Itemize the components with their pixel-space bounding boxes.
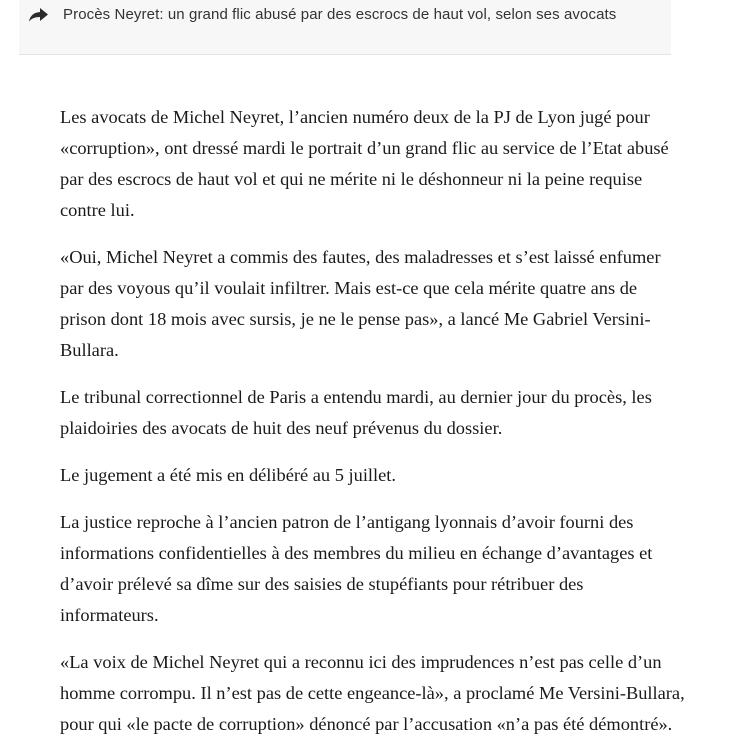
article-paragraph: Le tribunal correctionnel de Paris a entendu mardi, au dernier jour du procès, les plaidoiries des avocats de huit des neuf prévenus du dossier.: [60, 387, 652, 438]
article-paragraph: «Oui, Michel Neyret a commis des fautes, des maladresses et s’est laissé enfumer par des voyous qu’il voulait infiltrer. Mais est-ce que cela mérite quatre ans de prison dont 18 mois avec sursis, je ne le pense pas», a lancé Me Gabriel Versini-Bullara.: [60, 247, 661, 360]
article-body: [60, 102, 685, 756]
headline[interactable]: Procès Neyret: un grand flic abusé par des escrocs de haut vol, selon ses avocats: [63, 6, 617, 23]
article-paragraph: Le jugement a été mis en délibéré au 5 juillet.: [60, 465, 397, 485]
article-paragraph: Les avocats de Michel Neyret, l’ancien numéro deux de la PJ de Lyon jugé pour «corruption», ont dressé mardi le portrait d’un grand flic au service de l’Etat abusé par des escrocs de haut vol et qui ne mérite ni le déshonneur ni la peine requise contre lui.: [60, 107, 669, 220]
article-paragraph: La justice reproche à l’ancien patron de l’antigang lyonnais d’avoir fourni des informations confidentielles à des membres du milieu en échange d’avantages et d’avoir prélevé sa dîme sur des saisies de stupéfiants pour rétribuer des informateurs.: [60, 512, 653, 625]
article-header: [19, 0, 671, 55]
article-paragraph: «La voix de Michel Neyret qui a reconnu ici des imprudences n’est pas celle d’un homme corrompu. Il n’est pas de cette engeance-là», a proclamé Me Versini-Bullara, pour qui «le pacte de corruption» dénoncé par l’accusation «n’a pas été démontré».: [60, 652, 685, 734]
